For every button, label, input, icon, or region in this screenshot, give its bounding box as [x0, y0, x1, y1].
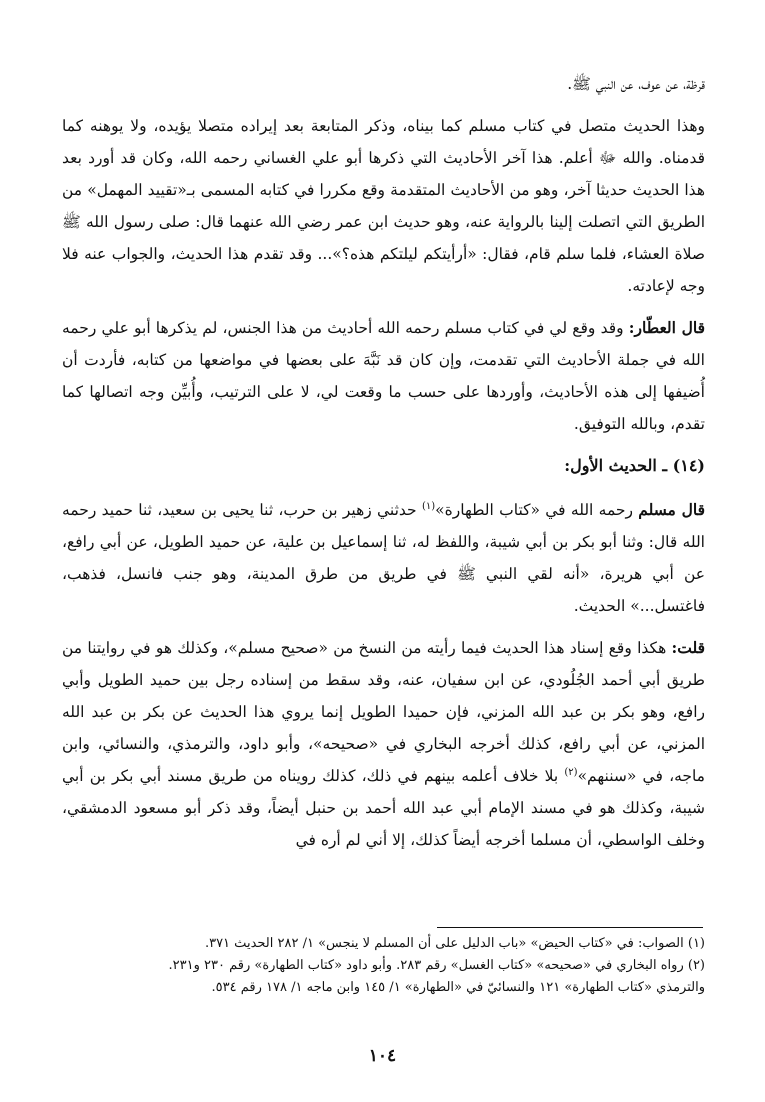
footnotes: [62, 933, 705, 999]
paragraph-2: [62, 312, 705, 440]
footnote-divider: [437, 927, 703, 928]
section-heading: (١٤) ـ الحديث الأول:: [564, 456, 705, 475]
page-number: ١٠٤: [368, 1046, 397, 1066]
paragraph-2-label: قال العطّار:: [628, 318, 705, 337]
footnote-ref-2: (٢): [564, 766, 578, 778]
footnote-ref-1: (١): [421, 500, 436, 512]
paragraph-4-text-b: بلا خلاف أعلمه بينهم في ذلك، كذلك رويناه من طريق مسند أبي بكر بن أبي شيبة، وكذلك هو في مسند الإمام أبي عبد الله أحمد بن حنبل أيضاً، وقد ذكر أبو مسعود الدمشقي، وخلف الواسطي، أن مسلما أخرجه أيضاً كذلك، إلا أني لم أره في: [62, 767, 705, 849]
paragraph-3-text-a: رحمه الله في «كتاب الطهارة»: [435, 501, 633, 519]
footnote-2: (٢) رواه البخاري في «صحيحه» «كتاب الغسل» رقم ٢٨٣. وأبو داود «كتاب الطهارة» رقم ٢٣٠ و٢٣١.: [168, 958, 705, 973]
footnote-2-continued: والترمذي «كتاب الطهارة» ١٢١ والنسائيّ في «الطهارة» ١/ ١٤٥ وابن ماجه ١/ ١٧٨ رقم ٥٣٤.: [211, 980, 705, 995]
paragraph-1: وهذا الحديث متصل في كتاب مسلم كما بيناه، وذكر المتابعة بعد إيراده متصلا يؤيده، ولا يوهنه كما قدمناه. والله ﷻ أعلم. هذا آخر الأحاديث التي ذكرها أبو علي الغساني رحمه الله، وكان قد أورد بعد هذا الحديث حديثا آخر، وهو من الأحاديث المتقدمة وقع مكررا في كتابه المسمى بـ«تقييد المهمل» من الطريق التي اتصلت إلينا بالرواية عنه، وهو حديث ابن عمر رضي الله عنهما قال: صلى رسول الله ﷺ صلاة العشاء، فلما سلم قام، فقال: «أرأيتكم ليلتكم هذه؟»... وقد تقدم هذا الحديث، والجواب عنه فلا وجه لإعادته.: [62, 117, 705, 295]
paragraph-3: [62, 494, 705, 622]
paragraph-0: قرظة، عن عوف، عن النبي ﷺ.: [567, 75, 705, 93]
paragraph-4: [62, 632, 705, 856]
paragraph-4-text-a: هكذا وقع إسناد هذا الحديث فيما رأيته من النسخ من «صحيح مسلم»، وكذلك هو في روايتنا من طريق أبي أحمد الجُلُودي، عن ابن سفيان، عنه، وقد سقط من إسناده رجل بين حميد الطويل وأبي رافع، وهو بكر بن عبد الله المزني، فإن حميدا الطويل إنما يروي هذا الحديث عن بكر بن عبد الله المزني، عن أبي رافع، كذلك أخرجه البخاري في «صحيحه»، وأبو داود، والترمذي، والنسائي، وابن ماجه، في «سننهم»: [62, 639, 705, 785]
paragraph-3-text-b: حدثني زهير بن حرب، ثنا يحيى بن سعيد، ثنا حميد رحمه الله قال: وثنا أبو بكر بن أبي شيبة، واللفظ له، ثنا إسماعيل بن علية، عن حميد الطويل، عن أبي رافع، عن أبي هريرة، «أنه لقي النبي ﷺ في طريق من طرق المدينة، وهو جنب فانسل، فذهب، فاغتسل...» الحديث.: [62, 501, 705, 615]
paragraph-3-label: قال مسلم: [638, 500, 706, 519]
footnote-1: (١) الصواب: في «كتاب الحيض» «باب الدليل على أن المسلم لا ينجس» ١/ ٢٨٢ الحديث ٣٧١.: [204, 936, 705, 951]
paragraph-2-text: وقد وقع لي في كتاب مسلم رحمه الله أحاديث من هذا الجنس، لم يذكرها أبو علي رحمه الله في جملة الأحاديث التي تقدمت، وإن كان قد نَبَّهَ على بعضها في مواضعها من كتابه، فأردت أن أُضيفها إلى هذه الأحاديث، وأوردها على حسب ما وقعت لي، لا على الترتيب، وأُبيِّن وجه اتصالها كما تقدم، وبالله التوفيق.: [62, 319, 705, 433]
paragraph-4-label: قلت:: [671, 638, 705, 657]
